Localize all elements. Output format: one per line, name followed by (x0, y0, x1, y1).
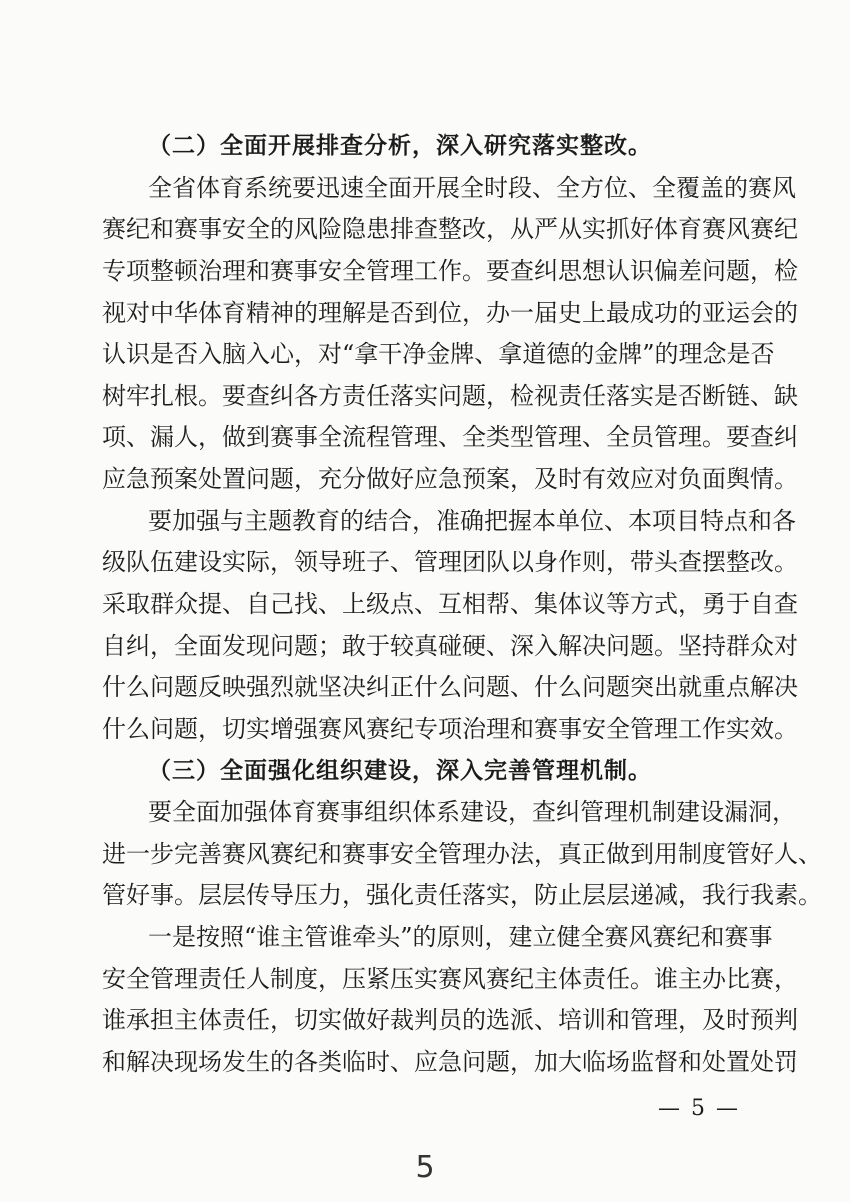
paragraph-line: 自纠，全面发现问题；敢于较真碰硬、深入解决问题。坚持群众对 (102, 632, 798, 660)
paragraph-line: 什么问题反映强烈就坚决纠正什么问题、什么问题突出就重点解决 (102, 673, 798, 701)
paragraph-line: 赛纪和赛事安全的风险隐患排查整改，从严从实抓好体育赛风赛纪 (102, 215, 798, 243)
paragraph-line: 什么问题，切实增强赛风赛纪专项治理和赛事安全管理工作实效。 (102, 715, 798, 743)
paragraph-line: 采取群众提、自己找、上级点、互相帮、集体议等方式，勇于自查 (102, 590, 798, 618)
paragraph-line: 项、漏人，做到赛事全流程管理、全类型管理、全员管理。要查纠 (102, 423, 798, 451)
paragraph-line: 级队伍建设实际，领导班子、管理团队以身作则，带头查摆整改。 (102, 548, 798, 576)
paragraph-line: 要全面加强体育赛事组织体系建设，查纠管理机制建设漏洞， (148, 798, 796, 826)
paragraph-line: 进一步完善赛风赛纪和赛事安全管理办法，真正做到用制度管好人、 (102, 840, 822, 868)
paragraph-line: 要加强与主题教育的结合，准确把握本单位、本项目特点和各 (148, 507, 796, 535)
section-heading-3: （三）全面强化组织建设，深入完善管理机制。 (148, 758, 652, 784)
paragraph-line: 认识是否入脑入心，对“拿干净金牌、拿道德的金牌”的理念是否 (102, 340, 775, 368)
paragraph-line: 应急预案处置问题，充分做好应急预案，及时有效应对负面舆情。 (102, 465, 798, 493)
page-number-footer: — 5 — (658, 1096, 740, 1121)
paragraph-line: 一是按照“谁主管谁牵头”的原则，建立健全赛风赛纪和赛事 (148, 923, 773, 951)
paragraph-line: 谁承担主体责任，切实做好裁判员的选派、培训和管理，及时预判 (102, 1006, 798, 1034)
scan-page-number: 5 (415, 1150, 435, 1185)
section-heading-2: （二）全面开展排查分析，深入研究落实整改。 (148, 133, 652, 159)
paragraph-line: 全省体育系统要迅速全面开展全时段、全方位、全覆盖的赛风 (148, 174, 796, 202)
paragraph-line: 安全管理责任人制度，压紧压实赛风赛纪主体责任。谁主办比赛， (102, 965, 798, 993)
paragraph-line: 管好事。层层传导压力，强化责任落实，防止层层递减，我行我素。 (102, 881, 822, 909)
paragraph-line: 和解决现场发生的各类临时、应急问题，加大临场监督和处置处罚 (102, 1048, 798, 1076)
paragraph-line: 视对中华体育精神的理解是否到位，办一届史上最成功的亚运会的 (102, 299, 798, 327)
paragraph-line: 树牢扎根。要查纠各方责任落实问题，检视责任落实是否断链、缺 (102, 382, 798, 410)
paragraph-line: 专项整顿治理和赛事安全管理工作。要查纠思想认识偏差问题，检 (102, 257, 798, 285)
